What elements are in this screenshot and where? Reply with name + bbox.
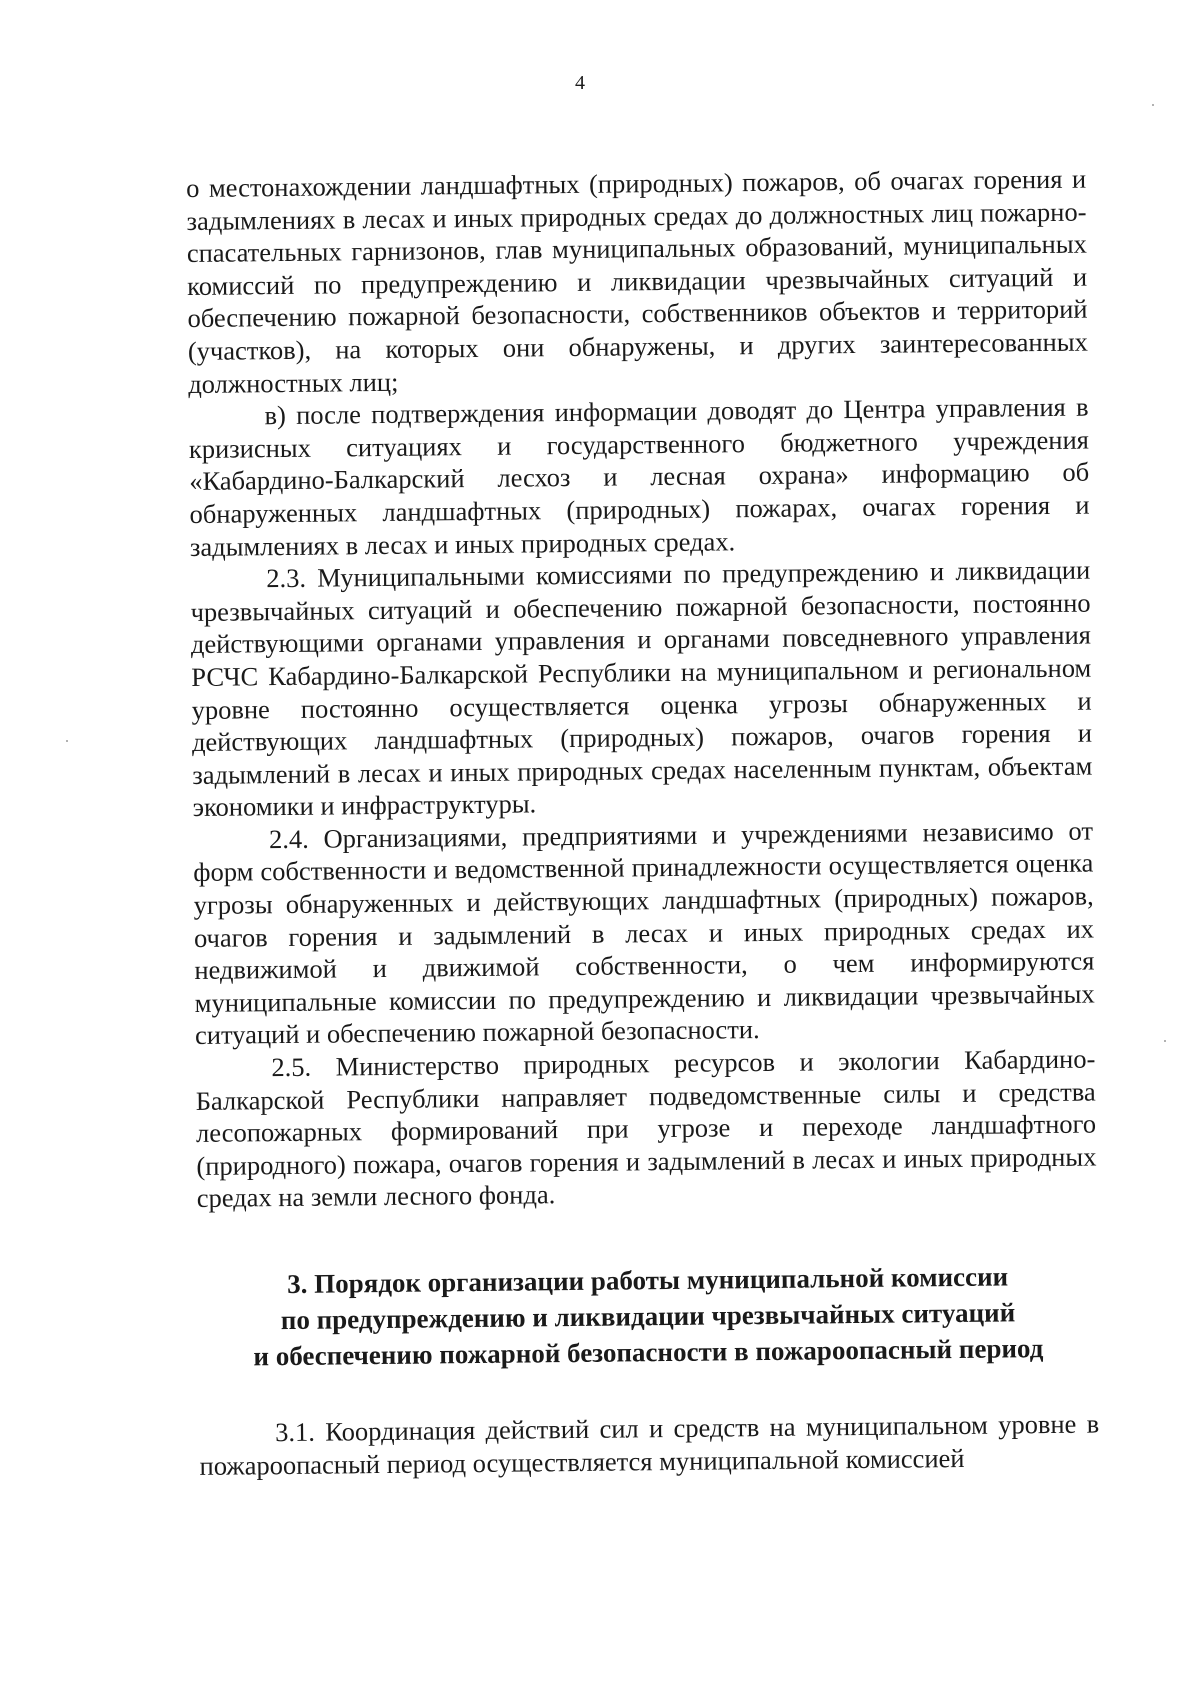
document-body	[186, 163, 1100, 1483]
section-3-heading-line: и обеспечению пожарной безопасности в пожароопасный период	[253, 1333, 1044, 1372]
paragraph-item-v: в) после подтверждения информации доводят до Центра управления в кризисных ситуациях и государственного бюджетного учреждения «Кабардино-Балкарский лесхоз и лесная охрана» информацию об обнаруженных ландшафтных (природных) пожарах, очагах горения и задымлениях в лесах и иных природных средах.	[188, 391, 1090, 562]
paragraph-intro: о местонахождении ландшафтных (природных) пожаров, об очагах горения и задымлениях в лесах и иных природных средах до должностных лиц пожарно-спасательных гарнизонов, глав муниципальных образований, муниципальных комиссий по предупреждению и ликвидации чрезвычайных ситуаций и обеспечению пожарной безопасности, собственников объектов и территорий (участков), на которых они обнаружены, и других заинтересованных должностных лиц;	[186, 163, 1088, 399]
scan-speck	[66, 740, 68, 742]
section-3-heading-line: 3. Порядок организации работы муниципальной комиссии	[286, 1261, 1009, 1300]
paragraph-3-1: 3.1. Координация действий сил и средств на муниципальном уровне в пожароопасный период осуществляется муниципальной комиссией	[199, 1408, 1100, 1481]
section-3-heading-line: по предупреждению и ликвидации чрезвычайных ситуаций	[280, 1297, 1016, 1336]
scan-speck	[1152, 104, 1154, 106]
page-number: 4	[575, 72, 585, 94]
section-3-heading	[197, 1258, 1098, 1375]
paragraph-2-3: 2.3. Муниципальными комиссиями по предупреждению и ликвидации чрезвычайных ситуаций и обеспечению пожарной безопасности, постоянно действующими органами управления и органами повседневного управления РСЧС Кабардино-Балкарской Республики на муниципальном и региональном уровне постоянно осуществляется оценка угрозы обнаруженных и действующих ландшафтных (природных) пожаров, очагов горения и задымлений в лесах и иных природных средах населенным пунктам, объектам экономики и инфраструктуры.	[190, 554, 1093, 823]
paragraph-2-5: 2.5. Министерство природных ресурсов и экологии Кабардино-Балкарской Республики направляет подведомственные силы и средства лесопожарных формирований при угрозе и переходе ландшафтного (природного) пожара, очагов горения и задымлений в лесах и иных природных средах на земли лесного фонда.	[195, 1043, 1097, 1214]
scan-speck	[1164, 1040, 1166, 1042]
paragraph-2-4: 2.4. Организациями, предприятиями и учреждениями независимо от форм собственности и ведомственной принадлежности осуществляется оценка угрозы обнаруженных и действующих ландшафтных (природных) пожаров, очагов горения и задымлений в лесах и иных природных средах их недвижимой и движимой собственности, о чем информируются муниципальные комиссии по предупреждению и ликвидации чрезвычайных ситуаций и обеспечению пожарной безопасности.	[193, 815, 1095, 1051]
